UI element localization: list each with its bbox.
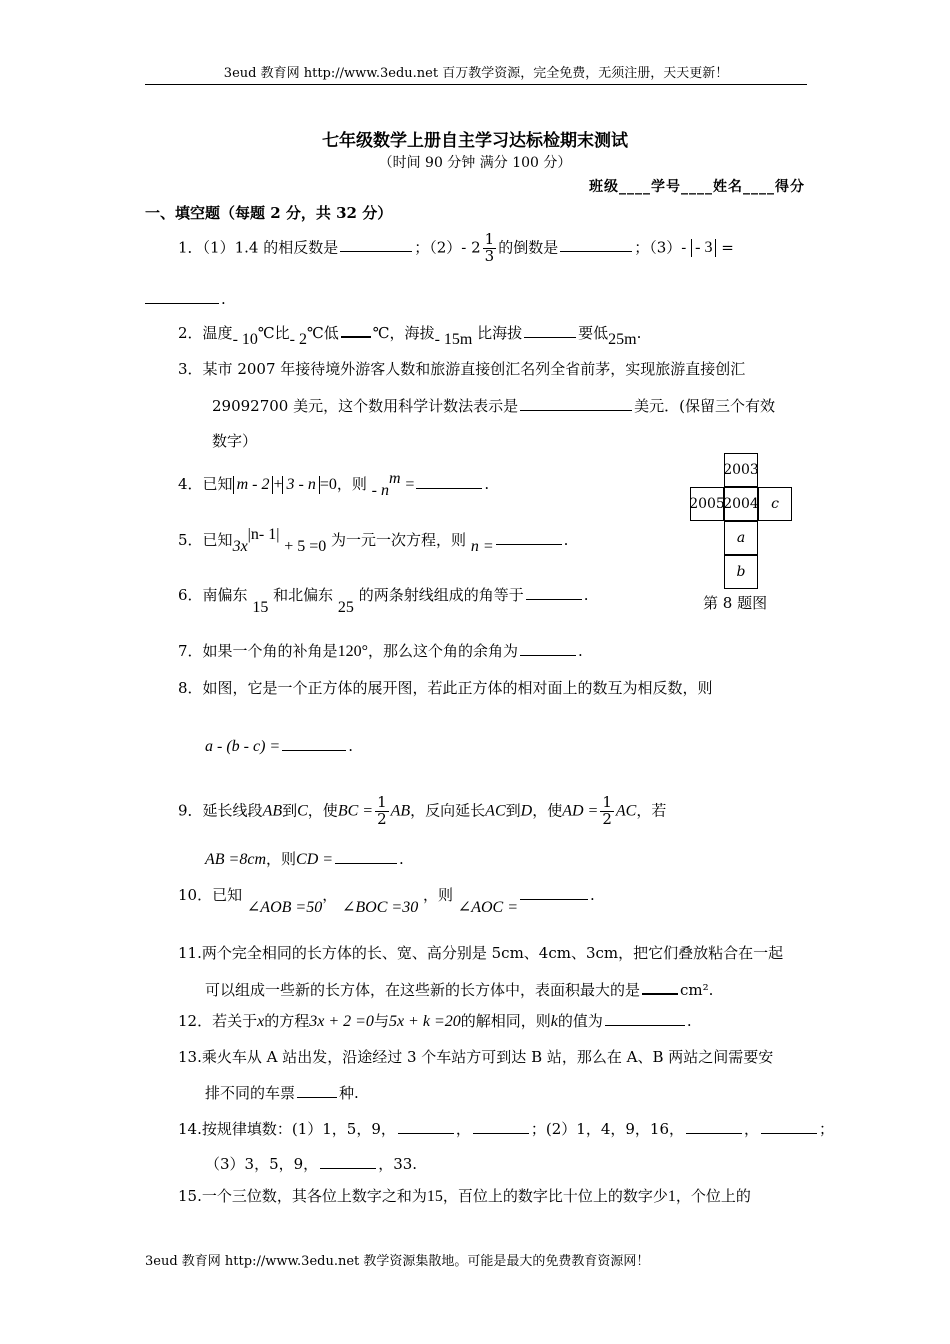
student-info: 班级____学号____姓名____得分: [589, 179, 805, 195]
q7-end: .: [577, 642, 583, 660]
q5-expression-2: + 5 =0: [284, 538, 327, 555]
q9-given: AB =8cm: [205, 851, 266, 868]
q9-part1: 延长线段: [202, 801, 263, 820]
question-3-line-2: [212, 395, 775, 416]
q1-part2: ；（2）- 2: [414, 238, 481, 257]
q4-abs-2: 3 - n: [282, 476, 319, 494]
q11-unit: cm².: [680, 981, 714, 999]
q9-ab-2: AB: [390, 802, 411, 820]
question-9: [178, 795, 666, 828]
q9-number: 9．: [178, 801, 203, 820]
q12-blank[interactable]: [605, 1012, 685, 1026]
q8-blank[interactable]: [282, 737, 346, 751]
q4-part1: 已知: [202, 475, 233, 493]
q7-value: 120°: [337, 643, 368, 660]
q9-part2: 到: [282, 801, 298, 820]
q12-end: .: [686, 1012, 692, 1030]
q9-ab: AB: [262, 802, 283, 820]
question-2: [178, 322, 642, 348]
q12-k: k: [550, 1013, 558, 1030]
q14-seq-2: ；(2）1，4，9，16，: [530, 1120, 685, 1138]
q9-ad: AD =: [562, 802, 599, 820]
q12-part4: 的解相同，则: [460, 1012, 551, 1030]
question-13-line-2: [205, 1082, 359, 1103]
question-8: [178, 677, 713, 698]
q13-blank[interactable]: [297, 1084, 337, 1098]
q3-line-2b: 美元．(保留三个有效: [634, 397, 775, 415]
q5-end: .: [563, 531, 569, 549]
q12-equation-2: 5x + k =20: [388, 1013, 461, 1030]
q10-angle-boc: ∠BOC =30: [342, 899, 419, 916]
q8-expression: a - (b - c) =: [205, 738, 281, 755]
q3-line-1: 某市 2007 年接待境外游客人数和旅游直接创汇名列全省前茅，实现旅游直接创汇: [202, 360, 746, 378]
section-heading: 一、填空题（每题 2 分，共 32 分）: [145, 204, 393, 222]
q1-fraction: $\frac{1}{3}$: [484, 230, 495, 265]
q13-line-1: 乘火车从 A 站出发，沿途经过 3 个车站方可到达 B 站，那么在 A、B 两站之间需要安: [201, 1048, 774, 1066]
q12-equation-1: 3x + 2 =0: [309, 1013, 374, 1030]
q11-number: 11.: [178, 944, 202, 962]
question-12: [178, 1010, 692, 1031]
net-cell-2004: 2004: [724, 487, 758, 521]
q6-part1: 南偏东: [202, 586, 248, 604]
question-5: [178, 526, 569, 555]
q6-end: .: [583, 586, 589, 604]
q15-part2: ，百位上的数字比十位上的数字少: [442, 1187, 668, 1205]
q9-c: C: [297, 802, 308, 820]
q13-number: 13.: [178, 1048, 202, 1066]
question-1: [178, 232, 734, 265]
question-10: [178, 884, 595, 916]
q14-blank-2[interactable]: [473, 1120, 529, 1134]
q9-ac: AC: [485, 802, 506, 820]
q14-semicolon: ；: [819, 1120, 835, 1138]
q10-part2: ，: [322, 886, 338, 904]
q4-exponent: m: [388, 470, 401, 487]
q9-fraction-1: $\frac{1}{2}$: [377, 793, 387, 828]
page-footer: 3eud 教育网 http://www.3edu.net 教学资源集散地。可能是最大的免费教育资源网！: [145, 1254, 650, 1269]
question-15: [178, 1185, 751, 1206]
q2-blank-1[interactable]: [341, 323, 371, 338]
q13-line-2b: 种.: [339, 1084, 359, 1102]
q14-blank-5[interactable]: [320, 1155, 376, 1169]
question-3-line-3: 数字）: [212, 432, 258, 450]
q5-expression: 3x: [232, 538, 248, 555]
q4-equals: =0: [319, 476, 337, 493]
q7-part1: 如果一个角的补角是: [202, 642, 338, 660]
question-8-expr: [205, 737, 353, 756]
q11-line-1: 两个完全相同的长方体的长、宽、高分别是 5cm、4cm、3cm，把它们叠放粘合在一起: [201, 944, 784, 962]
q1-number: 1．: [178, 238, 203, 257]
figure-caption: 第 8 题图: [703, 594, 768, 612]
q2-end: .: [636, 324, 642, 342]
page-title: 七年级数学上册自主学习达标检期末测试: [322, 131, 628, 151]
header-divider: [145, 84, 807, 85]
question-4: [178, 470, 490, 499]
q10-part3: ，则: [422, 886, 453, 904]
q5-part1: 已知: [202, 531, 233, 549]
q12-part2: 的方程: [264, 1012, 310, 1030]
net-cell-c: c: [758, 487, 792, 521]
q12-part1: 若关于: [212, 1012, 258, 1030]
q10-part1: 已知: [212, 886, 243, 904]
q6-number: 6．: [178, 586, 203, 604]
q4-number: 4．: [178, 475, 203, 493]
q1-part5: =: [721, 238, 734, 257]
q14-blank-4[interactable]: [761, 1120, 817, 1134]
net-cell-a: a: [724, 521, 758, 555]
q6-value-2: 25: [337, 599, 354, 616]
question-13-line-1: [178, 1046, 773, 1067]
q14-number: 14.: [178, 1120, 202, 1138]
q14-blank-3[interactable]: [686, 1120, 742, 1134]
q2-part5: 比海拔: [477, 324, 523, 342]
q5-blank[interactable]: [496, 531, 562, 545]
page-header: 3eud 教育网 http://www.3edu.net 百万教学资源，完全免费，无须注册，天天更新！: [223, 66, 729, 81]
q9-part6: ，使: [532, 801, 563, 820]
q6-blank[interactable]: [526, 586, 582, 600]
q15-part1: 一个三位数，其各位上数字之和为: [201, 1187, 427, 1205]
q1-blank-1[interactable]: [340, 238, 412, 252]
q8-line-1: 如图，它是一个正方体的展开图，若此正方体的相对面上的数互为相反数，则: [202, 679, 713, 697]
q4-plus: +: [273, 476, 283, 493]
q13-line-2a: 排不同的车票: [205, 1084, 296, 1102]
q8-number: 8．: [178, 679, 203, 697]
q10-angle-aob: ∠AOB =50: [246, 899, 323, 916]
q14-blank-1[interactable]: [398, 1120, 454, 1134]
q14-separator-2: ，: [744, 1120, 760, 1138]
q4-blank[interactable]: [416, 475, 482, 489]
q9-bc: BC =: [337, 802, 374, 820]
q15-value-2: 1: [667, 1188, 676, 1205]
q10-angle-aoc: ∠AOC =: [457, 899, 518, 916]
net-cell-2003: 2003: [724, 453, 758, 487]
q12-part3: 与: [373, 1012, 389, 1030]
q6-value-1: 15: [252, 599, 269, 616]
q3-blank[interactable]: [520, 397, 632, 411]
q14-seq-3-end: ，33.: [378, 1155, 418, 1173]
net-cell-b: b: [724, 555, 758, 589]
q4-abs-1: m - 2: [233, 476, 274, 494]
q2-value-4: 25m: [608, 331, 637, 348]
q4-end: .: [484, 475, 490, 493]
q12-number: 12．: [178, 1012, 213, 1030]
q15-number: 15.: [178, 1187, 202, 1205]
q9-blank[interactable]: [335, 850, 397, 864]
q14-separator-1: ，: [455, 1120, 471, 1138]
question-3-line-1: [178, 358, 745, 379]
q9-part3: ，使: [307, 801, 338, 820]
q1-end: .: [221, 290, 226, 308]
q2-part2: ℃比: [257, 324, 290, 342]
q9-end: .: [399, 850, 404, 868]
q7-part2: ，那么这个角的余角为: [367, 642, 518, 660]
q9-part7: ，若: [636, 801, 667, 820]
q12-part5: 的值为: [557, 1012, 603, 1030]
q2-part4: ℃，海拔: [372, 324, 435, 342]
cube-net-figure: [690, 453, 800, 593]
question-14-line-1: [178, 1118, 834, 1139]
question-7: [178, 640, 583, 661]
q4-part2: ，则: [336, 475, 367, 493]
q7-blank[interactable]: [520, 642, 576, 656]
q2-part3: ℃低: [307, 324, 339, 342]
q9-ac-2: AC: [615, 802, 637, 820]
question-6: [178, 584, 589, 616]
q11-blank[interactable]: [642, 980, 678, 995]
q14-seq-3: （3）3，5，9，: [205, 1155, 319, 1173]
q15-value-1: 15: [426, 1188, 443, 1205]
net-cell-2005: 2005: [690, 487, 724, 521]
q1-abs-value: - 3: [691, 239, 716, 257]
q2-blank-2[interactable]: [524, 324, 576, 338]
q2-part1: 温度: [202, 324, 233, 342]
q5-number: 5．: [178, 531, 203, 549]
question-1-cont: [145, 290, 226, 308]
q14-seq-1: 按规律填数：(1）1，5，9，: [201, 1120, 396, 1138]
q9-cd: CD =: [296, 851, 334, 868]
q15-part3: ，个位上的: [675, 1187, 751, 1205]
q9-then: ，则: [266, 850, 297, 868]
question-9-line-2: [205, 848, 404, 869]
page-subtitle: （时间 90 分钟 满分 100 分）: [378, 155, 572, 171]
q1-part1: （1）1.4 的相反数是: [202, 238, 339, 257]
question-11-line-2: [205, 979, 713, 1000]
q4-expression: - n: [371, 482, 389, 499]
q10-end: .: [589, 886, 595, 904]
q12-x: x: [257, 1013, 265, 1030]
q8-end: .: [348, 737, 353, 755]
q9-fraction-2: $\frac{1}{2}$: [602, 793, 612, 828]
q1-blank-2[interactable]: [560, 238, 632, 252]
q6-part3: 的两条射线组成的角等于: [358, 586, 524, 604]
q3-number: 3．: [178, 360, 203, 378]
q1-part4: ；（3）-: [634, 238, 687, 257]
q4-equals-sign: =: [405, 476, 415, 493]
q5-exponent: |n- 1|: [247, 526, 280, 543]
q10-number: 10．: [178, 886, 213, 904]
q11-line-2a: 可以组成一些新的长方体，在这些新的长方体中，表面积最大的是: [205, 981, 641, 999]
q1-blank-3[interactable]: [145, 290, 219, 304]
q2-part6: 要低: [578, 324, 609, 342]
q2-value-2: - 2: [289, 331, 307, 348]
q2-value-3: - 15m: [434, 331, 473, 348]
question-11-line-1: [178, 942, 783, 963]
q2-number: 2．: [178, 324, 203, 342]
q10-blank[interactable]: [520, 886, 588, 900]
q9-part4: ，反向延长: [410, 801, 486, 820]
q7-number: 7．: [178, 642, 203, 660]
q6-part2: 和北偏东: [273, 586, 334, 604]
question-14-line-2: [205, 1153, 417, 1174]
q1-part3: 的倒数是: [498, 238, 559, 257]
q9-d: D: [520, 802, 533, 820]
q5-part2: 为一元一次方程，则: [331, 531, 467, 549]
q3-line-2a: 29092700 美元，这个数用科学计数法表示是: [212, 397, 519, 415]
q9-part5: 到: [505, 801, 521, 820]
q5-variable: n =: [470, 538, 494, 555]
q2-value-1: - 10: [232, 331, 258, 348]
